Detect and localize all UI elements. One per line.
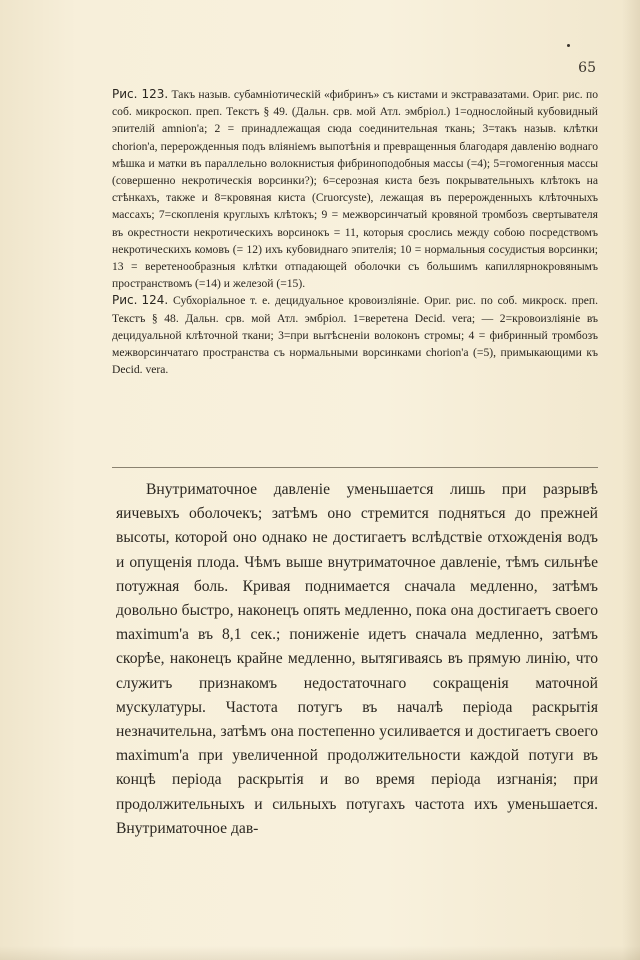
caption-number: 124. [141, 293, 169, 308]
body-paragraph: Внутриматочное давленіе уменьшается лишь при разрывѣ яичевыхъ оболочекъ; затѣмъ оно стремится подняться до прежней высоты, которой оно однако не достигаетъ вслѣдствіе отхожденія водъ и опущенія плода. Чѣмъ выше внутриматочное давленіе, тѣмъ сильнѣе потужная боль. Кривая поднимается сначала медленно, затѣмъ довольно быстро, наконецъ опять медленно, пока она достигаетъ своего maximum'а въ 8,1 сек.; пониженіе идетъ сначала медленно, затѣмъ скорѣе, наконецъ крайне медленно, вытягиваясь въ прямую линію, что служитъ признакомъ недостаточнаго сокращенія маточной мускулатуры. Частота потугъ въ началѣ періода раскрытія незначительна, затѣмъ она постепенно усиливается и достигаетъ своего maximum'а при увеличенной продолжительности каждой потуги въ концѣ періода раскрытія и во время періода изгнанія; при продолжительныхъ и сильныхъ потугахъ частота ихъ уменьшается. Внутриматочное дав- [116, 481, 598, 837]
page-number: 65 [578, 60, 596, 76]
caption-fig-123 [112, 86, 598, 292]
caption-number: 123. [141, 87, 169, 101]
caption-fig-124 [112, 292, 598, 378]
caption-label: Рис. [112, 87, 138, 101]
separator-rule [112, 467, 598, 468]
caption-text: Такъ назыв. субамніотическій «фибринъ» съ кистами и экстравазатами. Ориг. рис. по соб. микроскоп. преп. Текстъ § 49. (Дальн. срв. мой Атл. эмбріол.) 1=однослойный кубовидный эпителій amnion'а; 2 = принадлежащая сюда соединительная ткань; 3=такъ назыв. клѣтки chorion'а, перерожденныя подъ вліяніемъ выпотѣнія и превращенныя благодаря давленію воднаго мѣшка и матки въ параллельно волокнистыя фибриноподобныя массы (=4); 5=гомогенныя массы (совершенно некротическія ворсинки?); 6=серозная киста безъ покрывательныхъ клѣтокъ на стѣнкахъ, также и 8=кровяная киста (Cruorcyste), лежащая въ перерожденныхъ клѣточныхъ массахъ; 7=скопленія круглыхъ клѣтокъ; 9 = межворсинчатый кровяной тромбозъ свертывателя въ окрестности некротическихъ ворсинокъ = 11, которыя срослись между собою посредствомъ некротическихъ комовъ (= 12) ихъ кубовиднаго эпителія; 10 = нормальныя сосудистыя ворсинки; 13 = веретенообразныя клѣтки отпадающей оболочки съ большимъ капиллярнокровянымъ пространствомъ (=14) и железой (=15). [112, 88, 598, 291]
caption-label: Рис. [112, 293, 138, 308]
caption-text: Субхоріальное т. е. децидуальное кровоизліяніе. Ориг. рис. по соб. микроск. преп. Текстъ § 48. Дальн. срв. мой Атл. эмбріол. 1=веретена Decid. vera; — 2=кровоизліяніе въ децидуальной клѣточной ткани; 3=при вытѣсненіи волоконъ стромы; 4 = фибринный тромбозъ межворсинчатаго пространства съ нормальными ворсинками chorion'а (=5), примыкающими къ Decid. vera. [112, 294, 598, 377]
page-edge-shadow [622, 0, 640, 960]
figure-captions [112, 86, 598, 378]
page-bottom-shadow [0, 946, 640, 960]
body-text [116, 478, 598, 841]
ink-speck [567, 44, 570, 47]
